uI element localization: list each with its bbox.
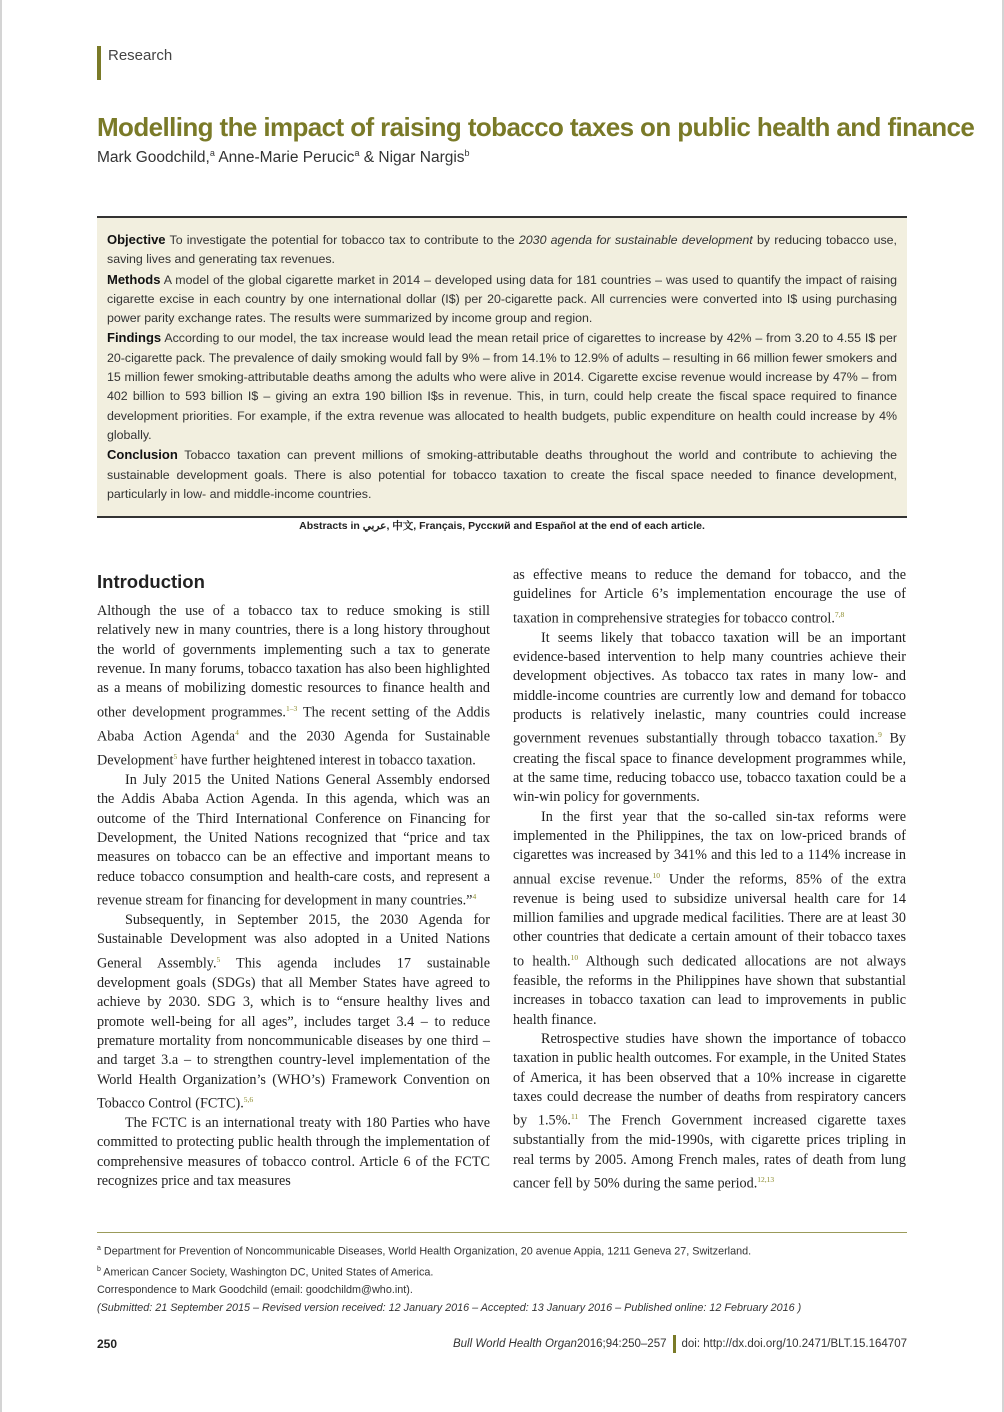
article-title: Modelling the impact of raising tobacco taxes on public health and finance [97, 112, 975, 142]
abstract-findings [107, 328, 897, 445]
objective-text: To investigate the potential for tobacco tax to contribute to the [165, 233, 519, 247]
paragraph: Retrospective studies have shown the importance of tobacco taxation in public health outcomes. For example, in the United States of America, it has been observed that a 10% increase in cigarette taxes could decrease the number of deaths from respiratory cancers by 1.5%.$^{11}$ The French Government increased cigarette taxes substantially from the mid-1990s, with cigarette prices tripling in real terms by 2005. Among French males, rates of death from lung cancer fell by 50% during the same period.$^{12,13}$ [513, 1030, 906, 1192]
page-edge-left [0, 0, 2, 1412]
body-column-right [513, 566, 906, 1194]
paragraph: Although the use of a tobacco tax to reduce smoking is still relatively new in many countries, there is a long history throughout the world of governments implementing such a tax to generate revenue. In many forums, tobacco taxation has also been highlighted as a means of mobilizing domestic resources to finance health and other development programmes.$^{1-3}$ The recent setting of the Addis Ababa Action Agenda$^4$ and the 2030 Agenda for Sustainable Development$^5$ have further heightened interest in tobacco taxation. [97, 603, 490, 769]
paragraph: It seems likely that tobacco taxation will be an important evidence-based intervention to help many countries achieve their development objectives. As tobacco tax rates in many low- and middle-income countries are currently low and demand for tobacco products is relatively inelastic, many countries could increase government revenues substantially through tobacco taxation.$^9$ By creating the fiscal space to finance development programmes while, at the same time, reducing tobacco use, tobacco taxation could be a win-win policy for governments. [513, 629, 906, 806]
affiliation-b: $^b$ American Cancer Society, Washington DC, United States of America. [97, 1266, 434, 1279]
citation-link[interactable]: 4 [472, 892, 477, 902]
methods-text: A model of the global cigarette market in 2014 – developed using data for 181 countries – was used to quantify the impact of raising cigarette excise in each country by one international dollar (I$) per 20-cigarette pack. All currencies were converted into I$ using purchasing power parity exchange rates. The results were summarized by income group and region. [107, 272, 897, 326]
page-number: 250 [97, 1337, 118, 1351]
affiliation-mark: b [464, 148, 470, 158]
objective-label: Objective [107, 232, 166, 247]
body-column-left [97, 566, 490, 1191]
objective-text-end: by reducing tobacco use, saving lives and generating tax revenues. [107, 233, 897, 267]
author-goodchild: Mark Goodchild, [97, 149, 210, 167]
citation-link[interactable]: 12,13 [757, 1174, 775, 1184]
paragraph: The FCTC is an international treaty with 180 Parties who have committed to protecting public health through the implementation of comprehensive measures of tobacco control. Article 6 of the FCTC recognizes price and tax measures [97, 1115, 490, 1190]
journal-citation [453, 1335, 907, 1353]
paragraph: as effective means to reduce the demand for tobacco, and the guidelines for Article 6’s implementation encourage the use of taxation in comprehensive strategies for tobacco control.$^{7,8}$ [513, 567, 906, 627]
citation-link[interactable]: 10 [570, 952, 579, 962]
footnotes [97, 1240, 907, 1317]
paragraph: In the first year that the so-called sin-tax reforms were implemented in the Philippines, the tax on low-priced brands of cigarettes was increased by 341% and this led to a 114% increase in annual excise revenue.$^{10}$ Under the reforms, 85% of the extra revenue is being used to subsidize universal health care for 14 million families and upgrade medical facilities. There are at least 30 other countries that dedicate a certain amount of their tobacco taxes to health.$^{10}$ Although such dedicated allocations are not always feasible, the reforms in the Philippines have shown that substantial increases in tobacco taxation can lead to improvements in public health finance. [513, 808, 906, 1028]
citation-link[interactable]: 11 [570, 1112, 579, 1122]
abstract-objective [107, 230, 897, 270]
objective-italic: 2030 agenda for sustainable development [518, 233, 753, 247]
correspondence: Correspondence to Mark Goodchild (email: goodchildm@who.int). [97, 1284, 413, 1297]
citation-link[interactable]: 1–3 [285, 703, 298, 713]
findings-label: Findings [107, 330, 162, 346]
affiliation-mark: a [354, 148, 360, 158]
conclusion-label: Conclusion [107, 447, 178, 463]
paragraph: Subsequently, in September 2015, the 2030 Agenda for Sustainable Development was also adopted in a United Nations General Assembly.$^5$ This agenda includes 17 sustainable development goals (SDGs) that all Member States have agreed to achieve by 2030. SDG 3, which is to “ensure healthy lives and promote well-being for all ages”, includes target 3.4 – to reduce premature mortality from noncommunicable diseases by one third – and target 3.a – to strengthen country-level implementation of the World Health Organization’s (WHO’s) Framework Convention on Tobacco Control (FCTC).$^{5,6}$ [97, 912, 490, 1112]
methods-label: Methods [107, 271, 161, 287]
journal-name: Bull World Health Organ [452, 1338, 577, 1350]
citation-link[interactable]: 5 [216, 954, 221, 964]
journal-volume: 2016;94:250–257 [576, 1338, 667, 1350]
section-tag: Research [97, 46, 172, 80]
footnote-divider [97, 1232, 907, 1233]
findings-text: According to our model, the tax increase would lead the mean retail price of cigarettes to increase by 42% – from 3.20 to 4.55 I$ per 20-cigarette pack. The prevalence of daily smoking would fall by 9% – from 14.1% to 12.9% of adults – resulting in 66 million fewer smokers and 15 million fewer smoking-attributable deaths among the adults who were alive in 2014. Cigarette excise revenue would increase by 47% – from 402 billion to 593 billion I$ – giving an extra 190 billion I$s in revenue. This, in turn, could help create the fiscal space required to finance development priorities. For example, if the extra revenue was allocated to health budgets, public expenditure on health could increase by 4% globally. [107, 331, 897, 442]
abstract-box [97, 216, 907, 518]
citation-link[interactable]: 5 [173, 751, 178, 761]
citation-link[interactable]: 5,6 [243, 1094, 254, 1104]
citation-link[interactable]: 7,8 [834, 609, 845, 619]
citation-link[interactable]: 4 [235, 727, 239, 737]
author-perucic: Anne-Marie Perucic [214, 149, 355, 167]
abstracts-languages-note: Abstracts in عربي, 中文, Français, Русский and Español at the end of each article. [299, 520, 705, 532]
conclusion-text: Tobacco taxation can prevent millions of smoking-attributable deaths throughout the world and contribute to achieving the sustainable development goals. There is also potential for tobacco taxation to create the fiscal space needed to finance development, particularly in low- and middle-income countries. [107, 448, 897, 501]
submission-dates: (Submitted: 21 September 2015 – Revised version received: 12 January 2016 – Accepted: 13 January 2016 – Published online: 12 February 2016 ) [97, 1301, 802, 1314]
introduction-heading: Introduction [97, 571, 205, 592]
doi-link[interactable]: doi: http://dx.doi.org/10.2471/BLT.15.164707 [681, 1338, 907, 1350]
separator-bar [673, 1335, 676, 1353]
abstract-conclusion [107, 445, 897, 504]
affiliation-mark: a [209, 148, 215, 158]
citation-link[interactable]: 10 [652, 870, 660, 880]
author-list [97, 148, 470, 167]
abstract-methods [107, 270, 897, 329]
citation-link[interactable]: 9 [878, 730, 882, 740]
paragraph: In July 2015 the United Nations General Assembly endorsed the Addis Ababa Action Agenda. In this agenda, which was an outcome of the Third International Conference on Financing for Development, the United Nations recognized that “price and tax measures on tobacco can be an effective and important means to reduce tobacco consumption and health-care costs, and represent a revenue stream for financing for development in many countries.”$^4$ [97, 771, 490, 909]
author-nargis: & Nigar Nargis [359, 149, 465, 167]
affiliation-a: $^a$ Department for Prevention of Noncommunicable Diseases, World Health Organization, 20 avenue Appia, 1211 Geneva 27, Switzerland. [97, 1245, 752, 1258]
